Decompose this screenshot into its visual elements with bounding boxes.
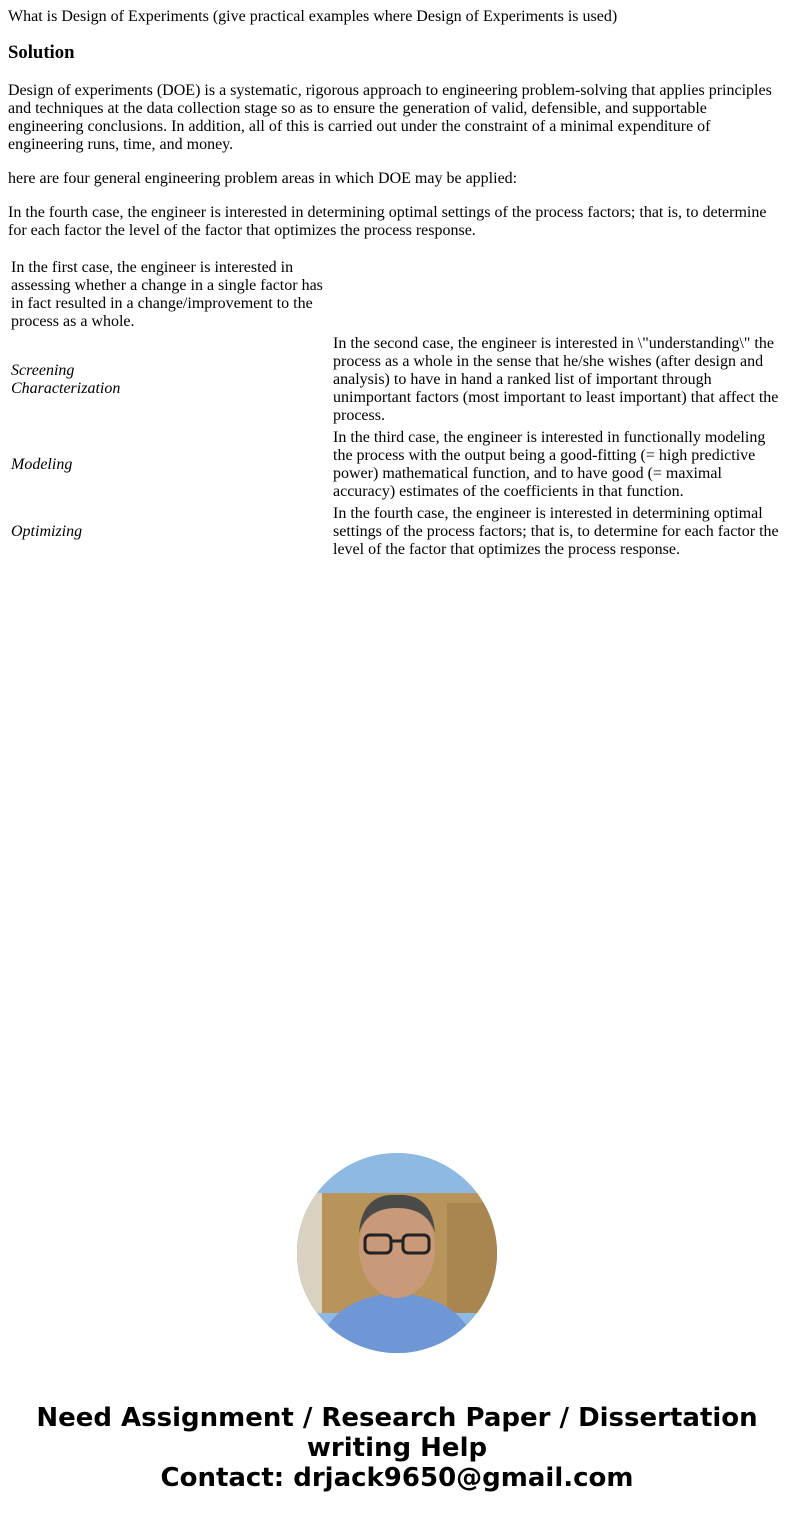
contact-footer xyxy=(0,1403,794,1493)
first-case-cell: In the first case, the engineer is interested in assessing whether a change in a single factor has in fact resulted in a change/improvement to the process as a whole. xyxy=(11,259,323,330)
table-row xyxy=(10,258,782,332)
table-row xyxy=(10,504,782,560)
optimizing-label: Optimizing xyxy=(11,523,83,540)
contact-email: Contact: drjack9650@gmail.com xyxy=(160,1463,634,1493)
fourth-case-paragraph: In the fourth case, the engineer is interested in determining optimal settings of the process factors; that is, to determine for each factor the level of the factor that optimizes the process response. xyxy=(8,204,767,239)
footer-line-1: Need Assignment / Research Paper / Dissertation xyxy=(36,1403,758,1433)
area-description-cell: In the fourth case, the engineer is interested in determining optimal settings of the process factors; that is, to determine for each factor the level of the factor that optimizes the process response. xyxy=(333,505,779,558)
intro-paragraph: Design of experiments (DOE) is a systematic, rigorous approach to engineering problem-solving that applies principles and techniques at the data collection stage so as to ensure the generation of valid, defensible, and supportable engineering conclusions. In addition, all of this is carried out under the constraint of a minimal expenditure of engineering runs, time, and money. xyxy=(8,82,772,153)
solution-heading: Solution xyxy=(8,42,75,63)
doe-areas-table xyxy=(8,256,784,562)
area-description-cell: In the second case, the engineer is interested in \"understanding\" the process as a whole in the sense that he/she wishes (after design and analysis) to have in hand a ranked list of important through unimportant factors (most important to least important) that affect the process. xyxy=(333,335,779,424)
footer-line-2: writing Help xyxy=(306,1433,488,1463)
empty-cell xyxy=(332,258,782,332)
problem-areas-paragraph: here are four general engineering problem areas in which DOE may be applied: xyxy=(8,170,518,187)
characterization-label: Characterization xyxy=(11,380,121,397)
area-label-cell xyxy=(10,334,330,426)
area-description-cell: In the third case, the engineer is interested in functionally modeling the process with the output being a good-fitting (= high predictive power) mathematical function, and to have good (= maximal accuracy) estimates of the coefficients in that function. xyxy=(333,429,766,500)
screening-label: Screening xyxy=(11,362,75,379)
modeling-label: Modeling xyxy=(11,456,73,473)
table-row xyxy=(10,334,782,426)
document xyxy=(0,0,794,562)
author-avatar xyxy=(297,1153,497,1353)
question-text: What is Design of Experiments (give practical examples where Design of Experiments is used) xyxy=(8,8,618,25)
person-photo-icon xyxy=(297,1153,497,1353)
table-row xyxy=(10,428,782,502)
